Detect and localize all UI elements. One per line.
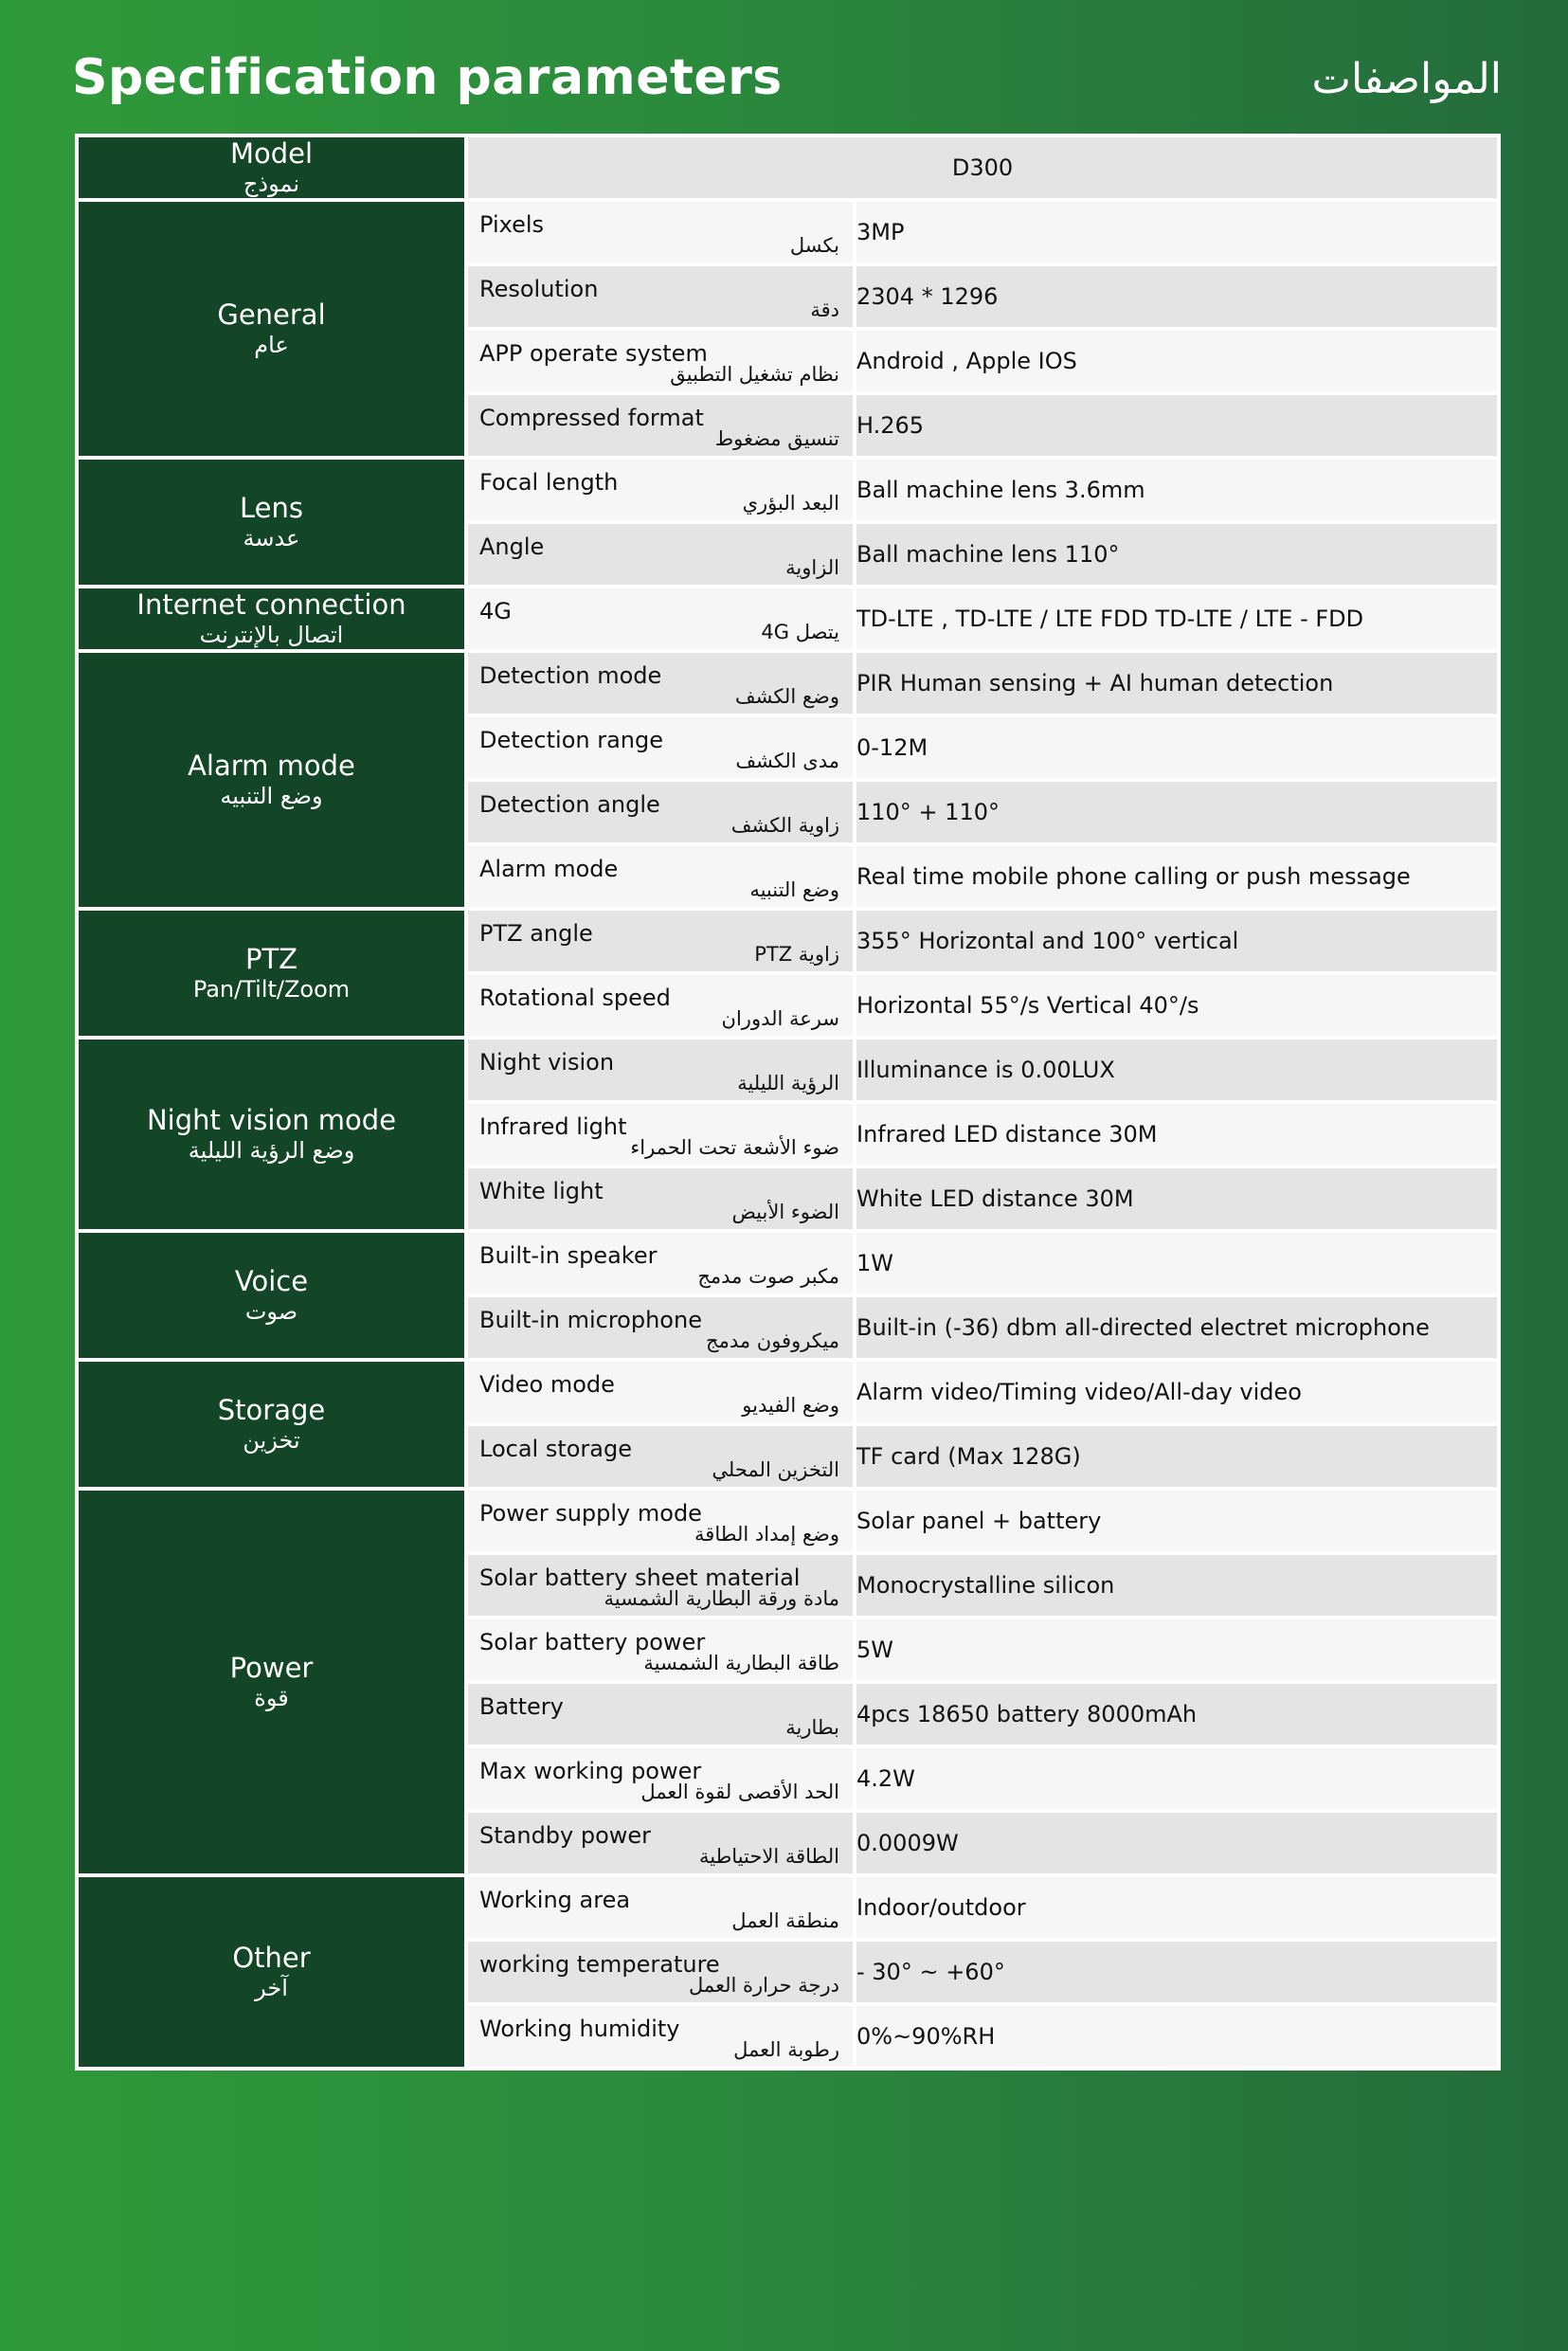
- section-label: Internet connection: [136, 588, 406, 621]
- parameter-name: Pixels: [479, 211, 545, 238]
- parameter-name: Alarm mode: [479, 856, 619, 882]
- parameter-name: Rotational speed: [479, 985, 671, 1011]
- model-label-arabic: نموذج: [243, 171, 300, 197]
- parameter-name-arabic: نظام تشغيل التطبيق: [670, 363, 839, 386]
- parameter-value: Built-in (-36) dbm all-directed electret microphone: [855, 1295, 1499, 1360]
- parameter-name: Power supply mode: [479, 1500, 702, 1527]
- parameter-cell: [466, 651, 855, 715]
- parameter-name-arabic: وضع التنبيه: [749, 878, 839, 901]
- parameter-value: Real time mobile phone calling or push message: [855, 844, 1499, 909]
- parameter-value: Infrared LED distance 30M: [855, 1102, 1499, 1166]
- parameter-cell: [466, 1618, 855, 1682]
- section-label-cell: [77, 909, 466, 1038]
- spec-row: [77, 200, 1499, 264]
- specification-table: [75, 134, 1501, 2071]
- parameter-value: 355° Horizontal and 100° vertical: [855, 909, 1499, 973]
- parameter-cell: [466, 715, 855, 780]
- parameter-name: Solar battery sheet material: [479, 1564, 801, 1591]
- parameter-cell: [466, 1746, 855, 1811]
- parameter-value: 0.0009W: [855, 1811, 1499, 1875]
- model-label-cell: [77, 136, 466, 200]
- parameter-cell: [466, 1038, 855, 1102]
- section-label-cell: [77, 1875, 466, 2069]
- parameter-name: Battery: [479, 1693, 564, 1720]
- parameter-name: working temperature: [479, 1951, 720, 1978]
- parameter-name-arabic: الحد الأقصى لقوة العمل: [640, 1781, 839, 1803]
- parameter-cell: [466, 587, 855, 651]
- section-label: Voice: [234, 1265, 309, 1297]
- section-label-arabic: وضع الرؤية الليلية: [188, 1137, 355, 1164]
- parameter-name-arabic: الضوء الأبيض: [731, 1201, 839, 1223]
- parameter-cell: [466, 1682, 855, 1746]
- parameter-cell: [466, 200, 855, 264]
- section-label-cell: [77, 1038, 466, 1231]
- spec-row: [77, 1489, 1499, 1553]
- spec-row: [77, 651, 1499, 715]
- section-label: Power: [229, 1652, 314, 1684]
- model-row: [77, 136, 1499, 200]
- parameter-value: TD-LTE , TD-LTE / LTE FDD TD-LTE / LTE - FDD: [855, 587, 1499, 651]
- parameter-name-arabic: زاوية PTZ: [754, 943, 839, 966]
- spec-row: [77, 1360, 1499, 1424]
- parameter-value: 3MP: [855, 200, 1499, 264]
- parameter-value: White LED distance 30M: [855, 1166, 1499, 1231]
- parameter-name: Standby power: [479, 1822, 652, 1849]
- section-label-arabic: اتصال بالإنترنت: [199, 622, 344, 648]
- parameter-name: Compressed format: [479, 405, 704, 431]
- parameter-value: Illuminance is 0.00LUX: [855, 1038, 1499, 1102]
- parameter-cell: [466, 1940, 855, 2004]
- model-value: D300: [466, 136, 1499, 200]
- parameter-name-arabic: التخزين المحلي: [712, 1458, 839, 1481]
- parameter-name-arabic: بطارية: [785, 1716, 839, 1739]
- spec-row: [77, 1038, 1499, 1102]
- parameter-name-arabic: طاقة البطارية الشمسية: [643, 1652, 839, 1674]
- parameter-value: 4pcs 18650 battery 8000mAh: [855, 1682, 1499, 1746]
- parameter-name-arabic: ميكروفون مدمج: [706, 1329, 839, 1352]
- parameter-cell: [466, 1489, 855, 1553]
- parameter-name: Local storage: [479, 1436, 633, 1462]
- section-label-arabic: وضع التنبيه: [220, 783, 323, 809]
- parameter-name-arabic: تنسيق مضغوط: [714, 427, 839, 450]
- parameter-name: Working humidity: [479, 2016, 680, 2042]
- parameter-name-arabic: الرؤية الليلية: [737, 1072, 839, 1094]
- section-label-cell: [77, 1489, 466, 1875]
- parameter-cell: [466, 329, 855, 393]
- parameter-name: Working area: [479, 1887, 631, 1913]
- parameter-cell: [466, 2004, 855, 2069]
- parameter-name: Built-in microphone: [479, 1307, 702, 1333]
- parameter-value: Monocrystalline silicon: [855, 1553, 1499, 1618]
- parameter-cell: [466, 1231, 855, 1295]
- parameter-cell: [466, 1166, 855, 1231]
- section-label-cell: [77, 651, 466, 909]
- parameter-cell: [466, 780, 855, 844]
- page-title-arabic: المواصفات: [1311, 55, 1502, 103]
- parameter-name: 4G: [479, 598, 512, 624]
- parameter-name: Detection mode: [479, 662, 662, 689]
- section-label-arabic: تخزين: [243, 1427, 300, 1454]
- parameter-value: 110° + 110°: [855, 780, 1499, 844]
- parameter-value: Alarm video/Timing video/All-day video: [855, 1360, 1499, 1424]
- parameter-name-arabic: ضوء الأشعة تحت الحمراء: [630, 1136, 839, 1159]
- parameter-name: Angle: [479, 533, 545, 560]
- parameter-cell: [466, 264, 855, 329]
- section-label-cell: [77, 1360, 466, 1489]
- parameter-value: Ball machine lens 110°: [855, 522, 1499, 587]
- parameter-name-arabic: بكسل: [789, 234, 839, 257]
- parameter-value: Solar panel + battery: [855, 1489, 1499, 1553]
- parameter-cell: [466, 1295, 855, 1360]
- parameter-cell: [466, 844, 855, 909]
- spec-row: [77, 1875, 1499, 1940]
- section-label: Alarm mode: [188, 750, 355, 782]
- spec-row: [77, 587, 1499, 651]
- parameter-name-arabic: رطوبة العمل: [733, 2038, 839, 2061]
- section-label: Storage: [217, 1394, 326, 1426]
- parameter-name: Infrared light: [479, 1113, 627, 1140]
- parameter-name-arabic: سرعة الدوران: [721, 1007, 839, 1030]
- section-label-arabic: عام: [254, 332, 289, 358]
- parameter-name-arabic: البعد البؤري: [742, 492, 839, 515]
- parameter-name-arabic: منطقة العمل: [731, 1909, 839, 1932]
- section-label: PTZ: [244, 943, 298, 975]
- parameter-name: Video mode: [479, 1371, 615, 1398]
- parameter-cell: [466, 973, 855, 1038]
- parameter-name: Detection angle: [479, 791, 660, 818]
- section-label-cell: [77, 200, 466, 458]
- section-label: Night vision mode: [146, 1104, 397, 1136]
- parameter-cell: [466, 1811, 855, 1875]
- parameter-name-arabic: الطاقة الاحتياطية: [698, 1845, 839, 1868]
- parameter-name-arabic: وضع الكشف: [734, 685, 839, 708]
- parameter-name-arabic: دقة: [810, 298, 839, 321]
- section-label: Lens: [240, 492, 303, 524]
- section-label-arabic: آخر: [255, 1975, 288, 2001]
- parameter-name-arabic: وضع الفيديو: [742, 1394, 839, 1417]
- page-title: Specification parameters: [72, 49, 783, 106]
- parameter-name: APP operate system: [479, 340, 708, 367]
- parameter-name: Max working power: [479, 1758, 702, 1784]
- parameter-cell: [466, 458, 855, 522]
- parameter-name-arabic: وضع إمداد الطاقة: [694, 1523, 839, 1546]
- parameter-cell: [466, 1553, 855, 1618]
- spec-row: [77, 909, 1499, 973]
- parameter-value: Ball machine lens 3.6mm: [855, 458, 1499, 522]
- parameter-name-arabic: الزاوية: [785, 556, 839, 579]
- parameter-value: Android , Apple IOS: [855, 329, 1499, 393]
- parameter-cell: [466, 1875, 855, 1940]
- parameter-value: 2304 * 1296: [855, 264, 1499, 329]
- parameter-name-arabic: مكبر صوت مدمج: [697, 1265, 839, 1288]
- spec-row: [77, 458, 1499, 522]
- parameter-name: Focal length: [479, 469, 619, 496]
- section-label-arabic: عدسة: [243, 525, 300, 552]
- parameter-value: 0%~90%RH: [855, 2004, 1499, 2069]
- parameter-cell: [466, 1424, 855, 1489]
- parameter-value: Indoor/outdoor: [855, 1875, 1499, 1940]
- parameter-value: H.265: [855, 393, 1499, 458]
- parameter-cell: [466, 1360, 855, 1424]
- parameter-cell: [466, 1102, 855, 1166]
- parameter-value: 4.2W: [855, 1746, 1499, 1811]
- section-label: General: [217, 298, 326, 331]
- parameter-cell: [466, 522, 855, 587]
- parameter-value: Horizontal 55°/s Vertical 40°/s: [855, 973, 1499, 1038]
- parameter-name: White light: [479, 1178, 604, 1204]
- parameter-value: 1W: [855, 1231, 1499, 1295]
- parameter-name-arabic: زاوية الكشف: [730, 814, 839, 837]
- parameter-cell: [466, 393, 855, 458]
- section-label-arabic: قوة: [254, 1685, 289, 1711]
- parameter-value: 5W: [855, 1618, 1499, 1682]
- parameter-name-arabic: يتصل 4G: [761, 621, 839, 643]
- parameter-value: TF card (Max 128G): [855, 1424, 1499, 1489]
- specification-table-body: [77, 136, 1499, 2069]
- parameter-name: Night vision: [479, 1049, 615, 1076]
- section-label: Other: [232, 1942, 311, 1974]
- parameter-name-arabic: مادة ورقة البطارية الشمسية: [604, 1587, 839, 1610]
- section-label-arabic: Pan/Tilt/Zoom: [192, 976, 351, 1003]
- section-label-cell: [77, 458, 466, 587]
- parameter-name: Built-in speaker: [479, 1242, 658, 1269]
- parameter-name: Solar battery power: [479, 1629, 706, 1655]
- parameter-name-arabic: مدى الكشف: [735, 750, 839, 772]
- parameter-name: Resolution: [479, 276, 599, 302]
- section-label-cell: [77, 587, 466, 651]
- parameter-name: Detection range: [479, 727, 664, 753]
- parameter-value: - 30° ~ +60°: [855, 1940, 1499, 2004]
- model-label: Model: [229, 137, 314, 170]
- section-label-cell: [77, 1231, 466, 1360]
- parameter-name-arabic: درجة حرارة العمل: [688, 1974, 839, 1997]
- parameter-name: PTZ angle: [479, 920, 593, 947]
- parameter-cell: [466, 909, 855, 973]
- section-label-arabic: صوت: [244, 1298, 298, 1325]
- parameter-value: 0-12M: [855, 715, 1499, 780]
- parameter-value: PIR Human sensing + AI human detection: [855, 651, 1499, 715]
- spec-row: [77, 1231, 1499, 1295]
